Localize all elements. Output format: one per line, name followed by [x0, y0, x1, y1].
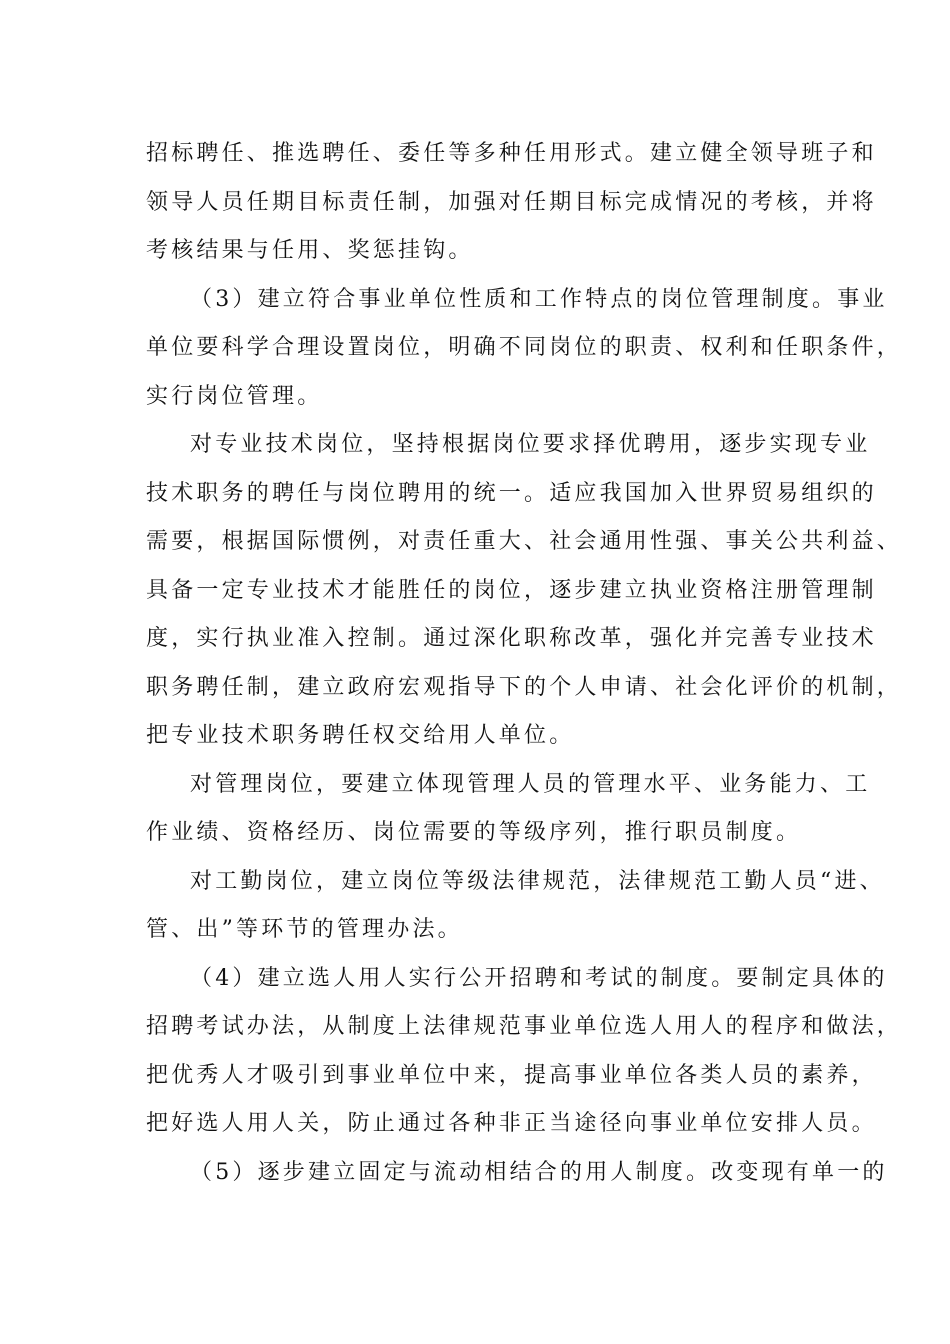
text-line: 领导人员任期目标责任制，加强对任期目标完成情况的考核，并将 — [146, 189, 877, 215]
text-line: 职务聘任制，建立政府宏观指导下的个人申请、社会化评价的机制， — [146, 674, 903, 700]
text-line: 需要，根据国际惯例，对责任重大、社会通用性强、事关公共利益、 — [146, 529, 903, 554]
text-line: 招聘考试办法，从制度上法律规范事业单位选人用人的程序和做法， — [146, 1014, 903, 1039]
text-line: 把专业技术职务聘任权交给用人单位。 — [146, 723, 575, 748]
text-line: 把优秀人才吸引到事业单位中来，提高事业单位各类人员的素养， — [146, 1062, 877, 1088]
text-line: （3）建立符合事业单位性质和工作特点的岗位管理制度。事业 — [190, 286, 888, 312]
text-line: 具备一定专业技术才能胜任的岗位，逐步建立执业资格注册管理制 — [146, 577, 877, 603]
text-line: （5）逐步建立固定与流动相结合的用人制度。改变现有单一的 — [190, 1159, 888, 1185]
text-line: 技术职务的聘任与岗位聘用的统一。适应我国加入世界贸易组织的 — [146, 480, 877, 506]
text-line: 招标聘任、推选聘任、委任等多种任用形式。建立健全领导班子和 — [146, 141, 877, 166]
text-line: 把好选人用人关，防止通过各种非正当途径向事业单位安排人员。 — [146, 1111, 877, 1136]
text-line: 对工勤岗位，建立岗位等级法律规范，法律规范工勤人员“进、 — [190, 868, 885, 894]
text-line: 考核结果与任用、奖惩挂钩。 — [146, 238, 474, 263]
text-line: 对管理岗位，要建立体现管理人员的管理水平、业务能力、工 — [190, 771, 871, 797]
text-line: 单位要科学合理设置岗位，明确不同岗位的职责、权利和任职条件， — [146, 335, 903, 360]
text-line: 作业绩、资格经历、岗位需要的等级序列，推行职员制度。 — [146, 820, 802, 845]
text-line: 实行岗位管理。 — [146, 383, 323, 409]
text-line: 管、出”等环节的管理办法。 — [146, 917, 463, 942]
body-text — [146, 130, 903, 1197]
text-line: 对专业技术岗位，坚持根据岗位要求择优聘用，逐步实现专业 — [190, 432, 871, 457]
text-line: 度，实行执业准入控制。通过深化职称改革，强化并完善专业技术 — [146, 626, 877, 651]
text-line: （4）建立选人用人实行公开招聘和考试的制度。要制定具体的 — [190, 965, 888, 991]
